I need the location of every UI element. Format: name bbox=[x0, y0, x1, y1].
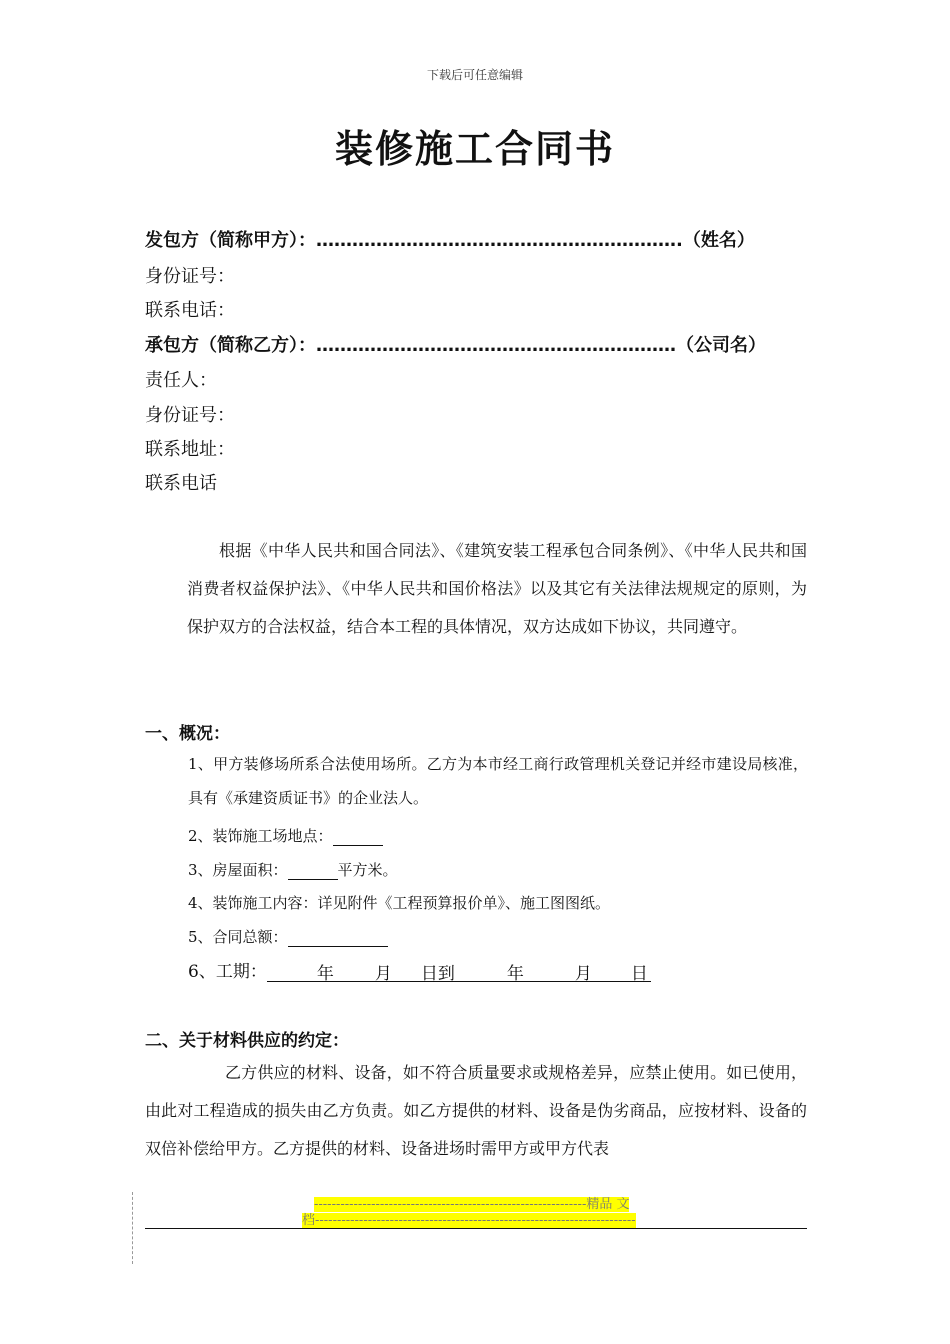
item6-day2: 日 bbox=[630, 964, 648, 984]
section1-item2 bbox=[188, 825, 383, 846]
item6-day-to: 日到 bbox=[420, 964, 455, 984]
item3-blank bbox=[288, 861, 338, 880]
item2-label: 2、装饰施工场地点： bbox=[188, 827, 333, 845]
party-b-responsible-label: 责任人： bbox=[145, 370, 217, 391]
party-b-label: 承包方（简称乙方）： bbox=[145, 335, 316, 356]
item5-blank bbox=[288, 928, 388, 947]
party-b-dots: …………………………………………………… bbox=[316, 335, 676, 356]
item6-month2: 月 bbox=[574, 964, 592, 984]
preamble-paragraph: 根据《中华人民共和国合同法》、《建筑安装工程承包合同条例》、《中华人民共和国消费者权益保护法》、《中华人民共和国价格法》以及其它有关法律法规规定的原则，为保护双方的合法权益，结合本工程的具体情况，双方达成如下协议，共同遵守。 bbox=[187, 541, 807, 636]
section1-item3 bbox=[188, 859, 398, 880]
item6-label: 6、工期： bbox=[188, 962, 267, 982]
party-a-phone-label: 联系电话： bbox=[145, 300, 235, 321]
item3-label: 3、房屋面积： bbox=[188, 861, 288, 879]
section1-item5 bbox=[188, 926, 388, 947]
section2-body: 乙方供应的材料、设备，如不符合质量要求或规格差异，应禁止使用。如已使用，由此对工程造成的损失由乙方负责。如乙方提供的材料、设备是伪劣商品，应按材料、设备的双倍补偿给甲方。乙方提供的材料、设备进场时需甲方或甲方代表 bbox=[145, 1063, 807, 1158]
item6-year2: 年 bbox=[506, 964, 524, 984]
item6-month1: 月 bbox=[374, 964, 392, 984]
party-a-id-label: 身份证号： bbox=[145, 266, 235, 287]
item5-label: 5、合同总额： bbox=[188, 928, 288, 946]
page-title: 装修施工合同书 bbox=[334, 127, 615, 171]
footer-line2: 档------------------------------------------------------------------------- bbox=[302, 1213, 636, 1228]
item2-blank bbox=[333, 827, 383, 846]
section1-item1: 1、甲方装修场所系合法使用场所。乙方为本市经工商行政管理机关登记并经市建设局核准，具有《承建资质证书》的企业法人。 bbox=[188, 755, 808, 807]
party-a-label: 发包方（简称甲方）： bbox=[145, 230, 316, 251]
footer-rule bbox=[145, 1228, 807, 1229]
header-note: 下载后可任意编辑 bbox=[426, 68, 523, 82]
footer-line1: --------------------------------------------------------------精品 文 bbox=[314, 1197, 630, 1212]
section1-item4: 4、装饰施工内容：详见附件《工程预算报价单》、施工图图纸。 bbox=[188, 894, 611, 912]
party-a-line bbox=[145, 226, 755, 252]
section2-title: 二、关于材料供应的约定： bbox=[145, 1031, 349, 1051]
item3-unit: 平方米。 bbox=[337, 861, 398, 879]
party-b-id-label: 身份证号： bbox=[145, 405, 235, 426]
section1-item6 bbox=[188, 957, 651, 982]
party-a-suffix: .（姓名） bbox=[676, 230, 755, 251]
party-b-address-label: 联系地址： bbox=[145, 439, 235, 460]
footer-margin-mark bbox=[132, 1192, 133, 1264]
party-b-phone-label: 联系电话 bbox=[145, 473, 217, 494]
party-a-dots: …………………………………………………… bbox=[316, 230, 676, 251]
party-b-suffix: （公司名） bbox=[676, 335, 766, 356]
item6-period-line bbox=[267, 959, 651, 982]
item6-year1: 年 bbox=[316, 964, 334, 984]
section1-title: 一、概况： bbox=[145, 724, 230, 744]
party-b-line bbox=[145, 331, 766, 357]
